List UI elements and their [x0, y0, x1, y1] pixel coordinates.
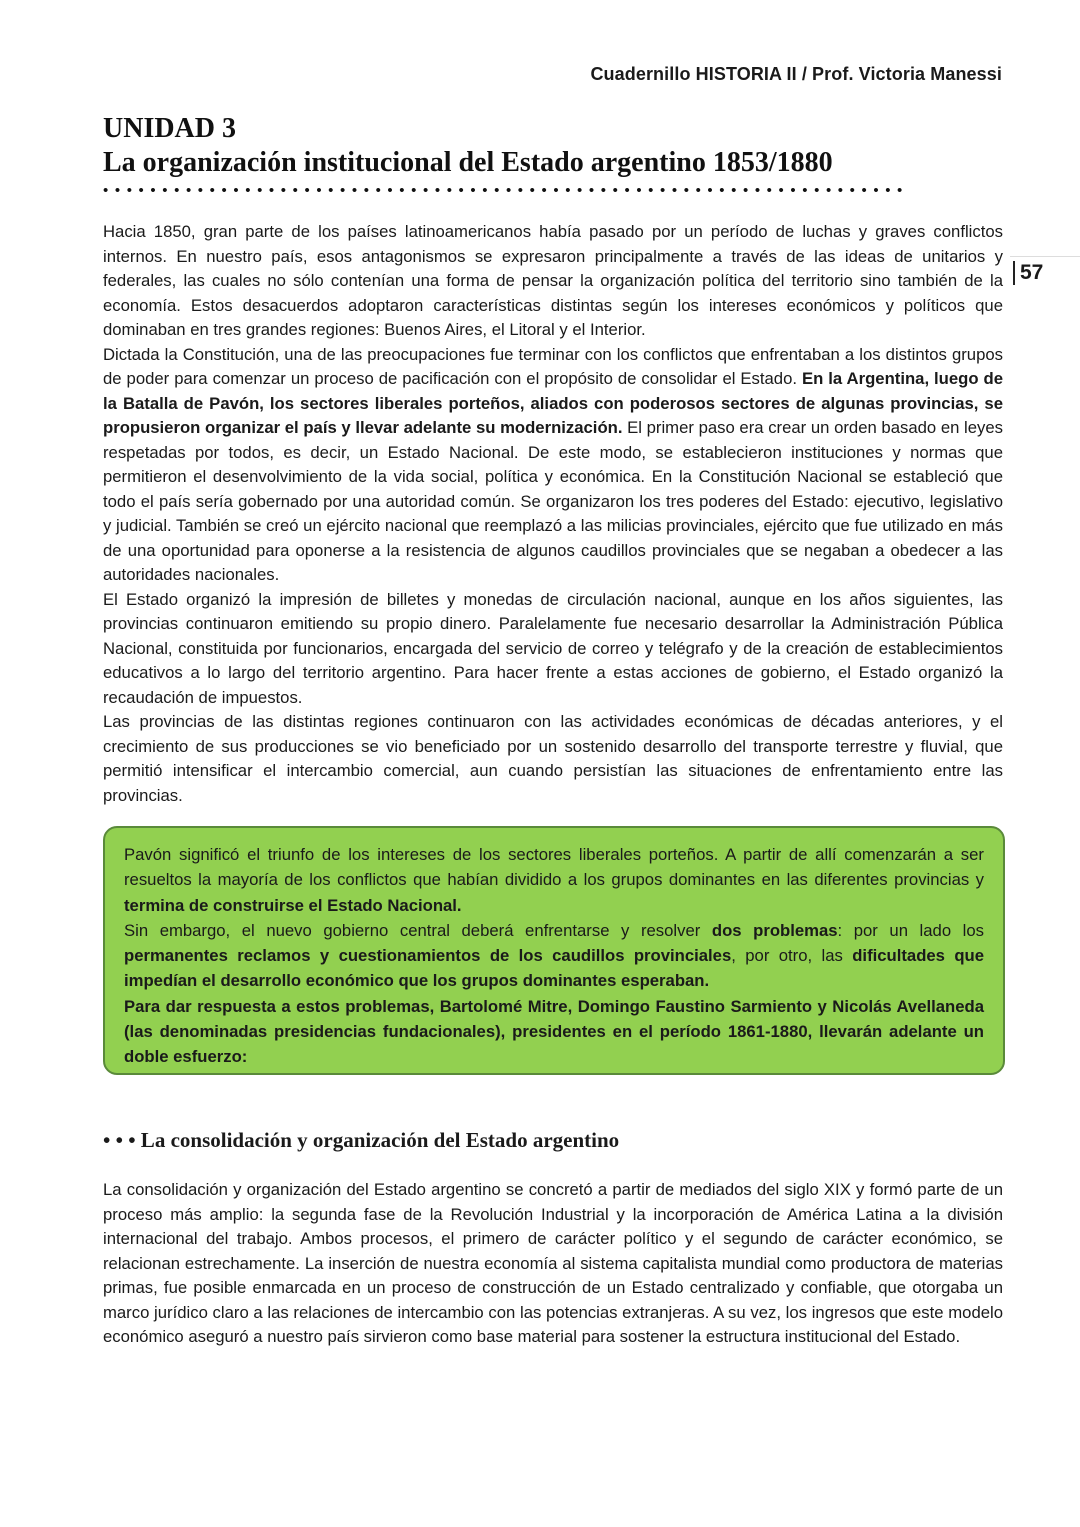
- callout-p2-bold-2: permanentes reclamos y cuestionamientos de los caudillos provinciales: [124, 946, 732, 966]
- callout-p1-bold: termina de construirse el Estado Nacional.: [124, 895, 462, 915]
- unit-subtitle: La organización institucional del Estado argentino 1853/1880: [103, 147, 833, 178]
- intro-p2-bold: En la Argentina, luego de la Batalla de Pavón, los sectores liberales porteños, aliados con poderosos sectores de algunas provincias, se propusieron organizar el país y llevar adelante su modernización.: [103, 369, 1003, 437]
- callout-p1-text: Pavón significó el triunfo de los intereses de los sectores liberales porteños. A partir de allí comenzarán a ser resueltos la mayoría de los conflictos que habían dividido a los grupos dominantes en las diferentes provincias y: [124, 845, 984, 890]
- callout-p2-bold-1: dos problemas: [711, 920, 838, 940]
- section-paragraph: La consolidación y organización del Estado argentino se concretó a partir de mediados del siglo XIX y formó parte de un proceso más amplio: la segunda fase de la Revolución Industrial y la incorporación de América Latina a la división internacional del trabajo. Ambos procesos, el primero de carácter político y el segundo de carácter económico, se relacionan estrechamente. La inserción de nuestra economía al sistema capitalista mundial como productora de materias primas, fue posible enmarcada en un proceso de construcción de un Estado centralizado y confiable, que otorgaba un marco jurídico claro a las relaciones de intercambio con las potencias extranjeras. A su vez, los ingresos que este modelo económico aseguró a nuestro país sirvieron como base material para sostener la estructura institucional del Estado.: [103, 1180, 1003, 1346]
- unit-heading-block: [103, 112, 1003, 198]
- callout-paragraph-2: [124, 918, 984, 994]
- intro-text: [103, 220, 1003, 808]
- callout-p2-text-b: : por un lado los: [837, 920, 985, 940]
- callout-p2-bold-3: dificultades que impedían el desarrollo económico que los grupos dominantes esperaban.: [124, 946, 985, 991]
- intro-paragraph-1: Hacia 1850, gran parte de los países latinoamericanos había pasado por un período de luchas y graves conflictos internos. En nuestro país, esos antagonismos se expresaron principalmente a través de las ideas de unitarios y federales, las cuales no sólo contenían una forma de pensar la organización política del territorio sino también de la economía. Estos desacuerdos adoptaron características distintas según los intereses económicos y políticos que dominaban en tres grandes regiones: Buenos Aires, el Litoral y el Interior.: [103, 222, 1003, 339]
- callout-paragraph-3: [124, 994, 984, 1070]
- callout-box: [103, 826, 1005, 1075]
- section-text: [103, 1178, 1003, 1350]
- callout-p2-text-a: Sin embargo, el nuevo gobierno central deberá enfrentarse y resolver: [124, 920, 712, 940]
- page-number: 57: [1013, 261, 1043, 285]
- page-number-rule: [1010, 256, 1080, 257]
- dotted-separator: ••••••••••••••••••••••••••••••••••••••••••••••••••••••••••••••••••••: [103, 184, 909, 198]
- intro-p2-text-a: Dictada la Constitución, una de las preocupaciones fue terminar con los conflictos que enfrentaban a los distintos grupos de poder para comenzar un proceso de pacificación con el propósito de consolidar el Estado.: [103, 344, 1003, 388]
- intro-paragraph-3: El Estado organizó la impresión de billetes y monedas de circulación nacional, aunque en los años siguientes, las provincias continuaron emitiendo su propio dinero. Paralelamente fue necesario desarrollar la Administración Pública Nacional, constituida por funcionarios, encargada del servicio de correo y telégrafo y de la creación de establecimientos educativos a lo largo del territorio argentino. Para hacer frente a estas acciones de gobierno, el Estado organizó la recaudación de impuestos.: [103, 589, 1003, 707]
- running-header: Cuadernillo HISTORIA II / Prof. Victoria Manessi: [590, 64, 1002, 84]
- callout-paragraph-1: [124, 842, 984, 918]
- unit-title: UNIDAD 3: [103, 113, 236, 144]
- callout-p3-bold: Para dar respuesta a estos problemas, Bartolomé Mitre, Domingo Faustino Sarmiento y Nicolás Avellaneda (las denominadas presidencias fundacionales), presidentes en el período 1861-1880, llevarán adelante un doble esfuerzo:: [124, 996, 984, 1067]
- intro-paragraph-2: [103, 343, 1003, 588]
- intro-p2-text-b: El primer paso era crear un orden basado en leyes respetadas por todos, es decir, un Estado Nacional. De este modo, se establecieron instituciones y normas que permitieron el desenvolvimiento de la vida social, política y económica. En la Constitución Nacional se estableció que todo el país sería gobernado por una autoridad común. Se organizaron los tres poderes del Estado: ejecutivo, legislativo y judicial. También se creó un ejército nacional que reemplazó a las milicias provinciales, ejército que fue utilizado en más de una oportunidad para oponerse a la resistencia de algunos caudillos provinciales que se negaban a obedecer a las autoridades nacionales.: [103, 418, 1003, 584]
- section-heading: • • • La consolidación y organización del Estado argentino: [103, 1128, 620, 1152]
- callout-p2-text-c: , por otro, las: [731, 946, 853, 966]
- intro-paragraph-4: Las provincias de las distintas regiones continuaron con las actividades económicas de décadas anteriores, y el crecimiento de sus producciones se vio beneficiado por un sostenido desarrollo del transporte terrestre y fluvial, que permitió intensificar el intercambio comercial, aun cuando persistían las situaciones de enfrentamiento entre las provincias.: [103, 712, 1003, 805]
